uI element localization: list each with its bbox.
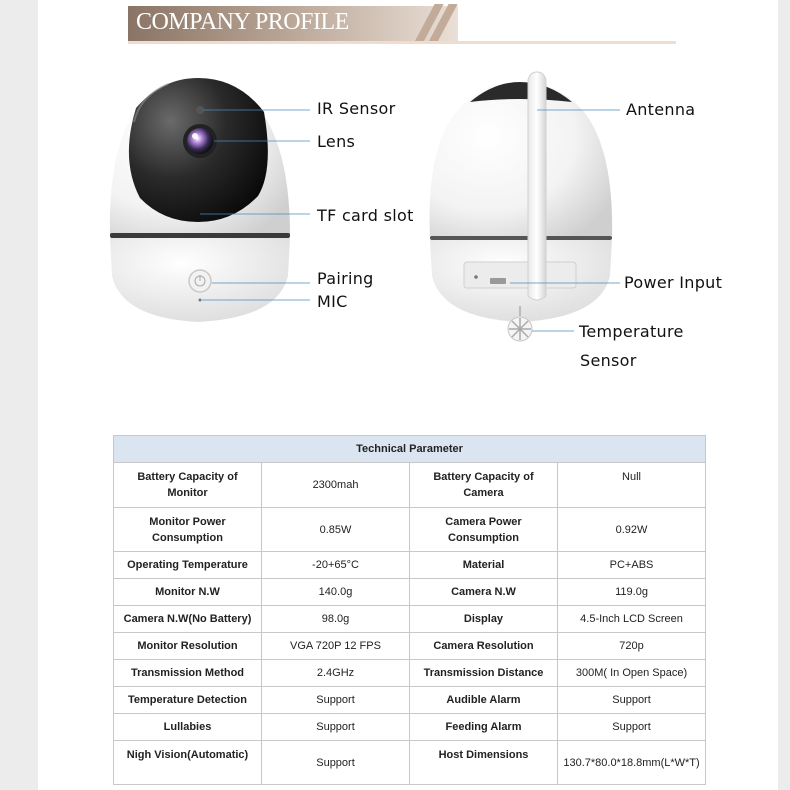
camera-front [110,78,310,322]
table-title: Technical Parameter [114,436,706,463]
param-value: Support [558,687,706,714]
table-row [114,463,706,508]
param-name: Operating Temperature [114,552,262,579]
param-value: 2300mah [262,463,410,508]
power-input-port [490,278,506,284]
param-name: Monitor N.W [114,579,262,606]
param-value: 2.4GHz [262,660,410,687]
param-value: 119.0g [558,579,706,606]
param-value: 0.85W [262,508,410,552]
param-name: Audible Alarm [410,687,558,714]
param-value: Support [262,714,410,741]
mic-hole [199,299,202,302]
camera-seam [110,233,290,238]
param-name: Transmission Method [114,660,262,687]
param-value: 98.0g [262,606,410,633]
label-sensor: Sensor [580,351,637,370]
param-name: Display [410,606,558,633]
label-power-input: Power Input [624,273,723,292]
param-name: Nigh Vision(Automatic) [114,741,262,785]
table-row [114,660,706,687]
label-antenna: Antenna [626,100,696,119]
param-value: Support [558,714,706,741]
spec-table-container [113,435,705,785]
param-name: Monitor Resolution [114,633,262,660]
label-mic: MIC [317,292,348,311]
param-value: Null [558,463,706,508]
param-name: Transmission Distance [410,660,558,687]
param-name: Battery Capacity of Camera [410,463,558,508]
param-value: Support [262,741,410,785]
param-name: Material [410,552,558,579]
antenna [528,72,546,300]
param-value: 4.5-Inch LCD Screen [558,606,706,633]
label-ir-sensor: IR Sensor [317,99,396,118]
spec-table [113,435,706,785]
param-name: Camera N.W [410,579,558,606]
label-tf-card-slot: TF card slot [317,206,414,225]
table-row [114,606,706,633]
page-title: COMPANY PROFILE [136,9,349,35]
label-lens: Lens [317,132,356,151]
param-name: Battery Capacity of Monitor [114,463,262,508]
table-row [114,579,706,606]
param-value: 720p [558,633,706,660]
param-name: Host Dimensions [410,741,558,785]
param-value: 140.0g [262,579,410,606]
param-name: Feeding Alarm [410,714,558,741]
param-value: 300M( In Open Space) [558,660,706,687]
param-name: Camera N.W(No Battery) [114,606,262,633]
param-value: Support [262,687,410,714]
label-pairing: Pairing [317,269,374,288]
table-row [114,552,706,579]
param-value: -20+65°C [262,552,410,579]
table-row [114,633,706,660]
param-value: 130.7*80.0*18.8mm(L*W*T) [558,741,706,785]
param-value: PC+ABS [558,552,706,579]
param-name: Monitor Power Consumption [114,508,262,552]
param-name: Camera Power Consumption [410,508,558,552]
table-header-row [114,436,706,463]
camera-back [430,72,620,341]
table-row [114,508,706,552]
table-row [114,714,706,741]
param-name: Temperature Detection [114,687,262,714]
table-row [114,687,706,714]
ir-sensor-dot [196,106,204,114]
page [38,0,778,790]
param-name: Lullabies [114,714,262,741]
lens-icon [187,128,213,154]
table-row [114,741,706,785]
label-temperature: Temperature [579,322,684,341]
param-value: VGA 720P 12 FPS [262,633,410,660]
param-name: Camera Resolution [410,633,558,660]
param-value: 0.92W [558,508,706,552]
